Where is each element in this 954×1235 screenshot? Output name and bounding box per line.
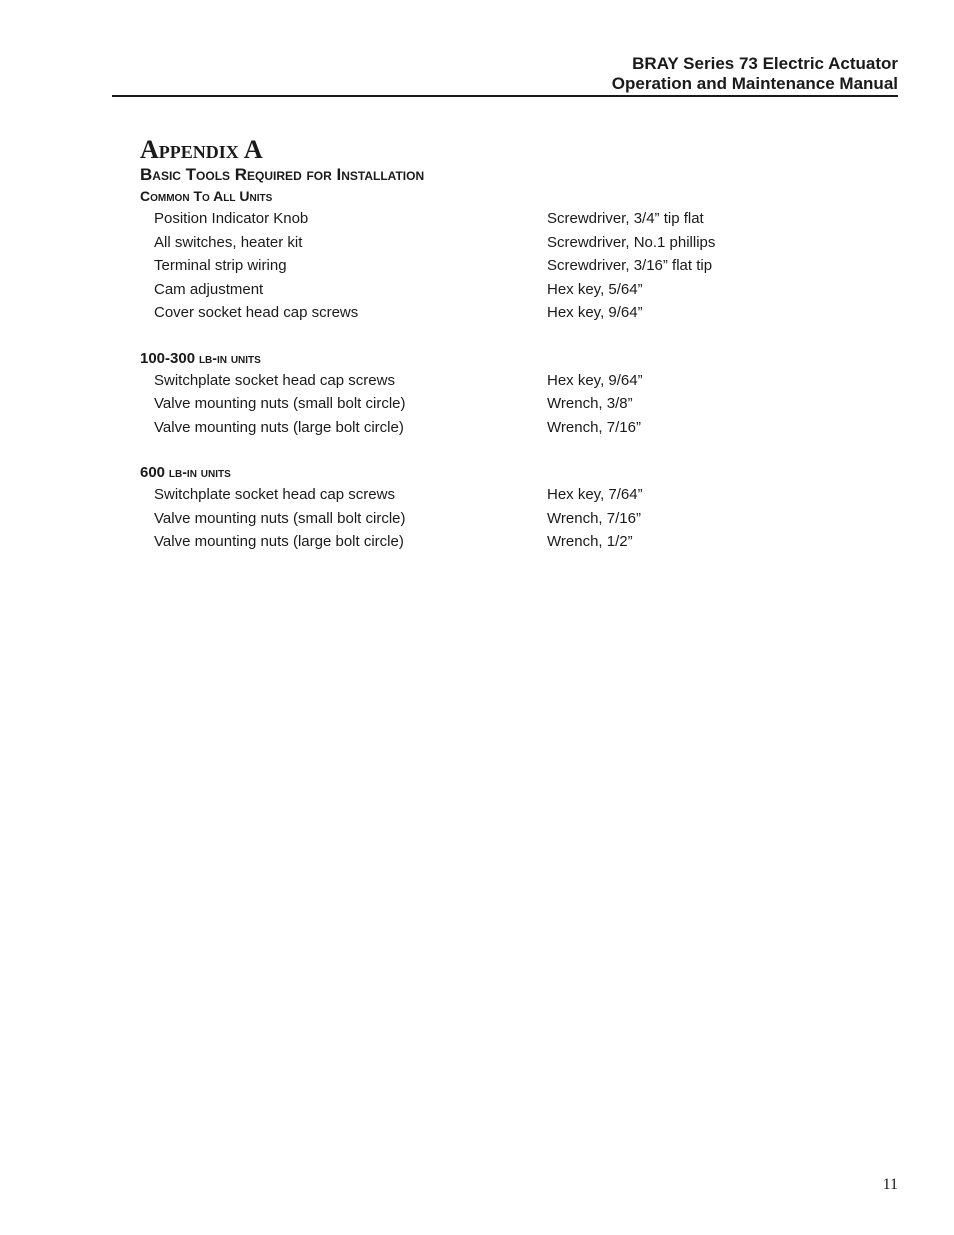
task-label: Cam adjustment [154,280,264,298]
tool-row [140,530,860,554]
group-title-number: 100-300 [140,349,196,367]
tool-row [140,507,860,531]
tool-label: Hex key, 5/64” [547,280,643,298]
document-header [612,54,898,94]
group-title-text: lb-in units [195,349,261,366]
tool-row [140,416,860,440]
tool-label: Hex key, 9/64” [547,371,643,389]
header-subtitle: Operation and Maintenance Manual [611,74,898,93]
tool-label: Wrench, 7/16” [547,509,641,527]
header-title: BRAY Series 73 Electric Actuator [632,54,898,73]
group-title [140,462,860,483]
tools-group-common [140,186,860,325]
tool-row [140,254,860,278]
section-title: Basic Tools Required for Installation [140,165,425,184]
group-title-text: Common To All Units [140,188,273,204]
task-label: Cover socket head cap screws [154,304,359,321]
tool-label: Screwdriver, 3/4” tip flat [547,210,704,227]
appendix-title: Appendix A [140,135,263,164]
task-label: Terminal strip wiring [154,257,287,274]
header-divider [112,95,898,97]
group-title [140,348,860,369]
task-label: Valve mounting nuts (large bolt circle) [154,418,404,436]
group-title [140,186,860,207]
task-label: Valve mounting nuts (large bolt circle) [154,533,404,550]
tool-row [140,392,860,416]
tool-label: Hex key, 7/64” [547,486,643,503]
tool-row [140,278,860,302]
task-label: Valve mounting nuts (small bolt circle) [154,509,406,527]
page-number: 11 [882,1176,898,1193]
tool-row [140,369,860,393]
tool-label: Wrench, 7/16” [547,418,641,436]
tool-row [140,231,860,255]
tool-row [140,483,860,507]
tools-group-600 [140,462,860,554]
tool-label: Screwdriver, No.1 phillips [547,233,716,251]
appendix-content [140,136,860,577]
task-label: Switchplate socket head cap screws [154,371,395,389]
group-title-number: 600 [140,464,166,481]
task-label: All switches, heater kit [154,233,303,251]
task-label: Switchplate socket head cap screws [154,486,395,503]
task-label: Position Indicator Knob [154,210,309,227]
tool-row [140,301,860,325]
tool-row [140,207,860,231]
tool-label: Wrench, 1/2” [547,533,633,550]
tool-label: Hex key, 9/64” [547,304,643,321]
group-title-text: lb-in units [165,464,231,480]
task-label: Valve mounting nuts (small bolt circle) [154,395,406,412]
tool-label: Screwdriver, 3/16” flat tip [547,257,713,274]
tool-label: Wrench, 3/8” [547,395,633,412]
tools-group-100-300 [140,348,860,440]
